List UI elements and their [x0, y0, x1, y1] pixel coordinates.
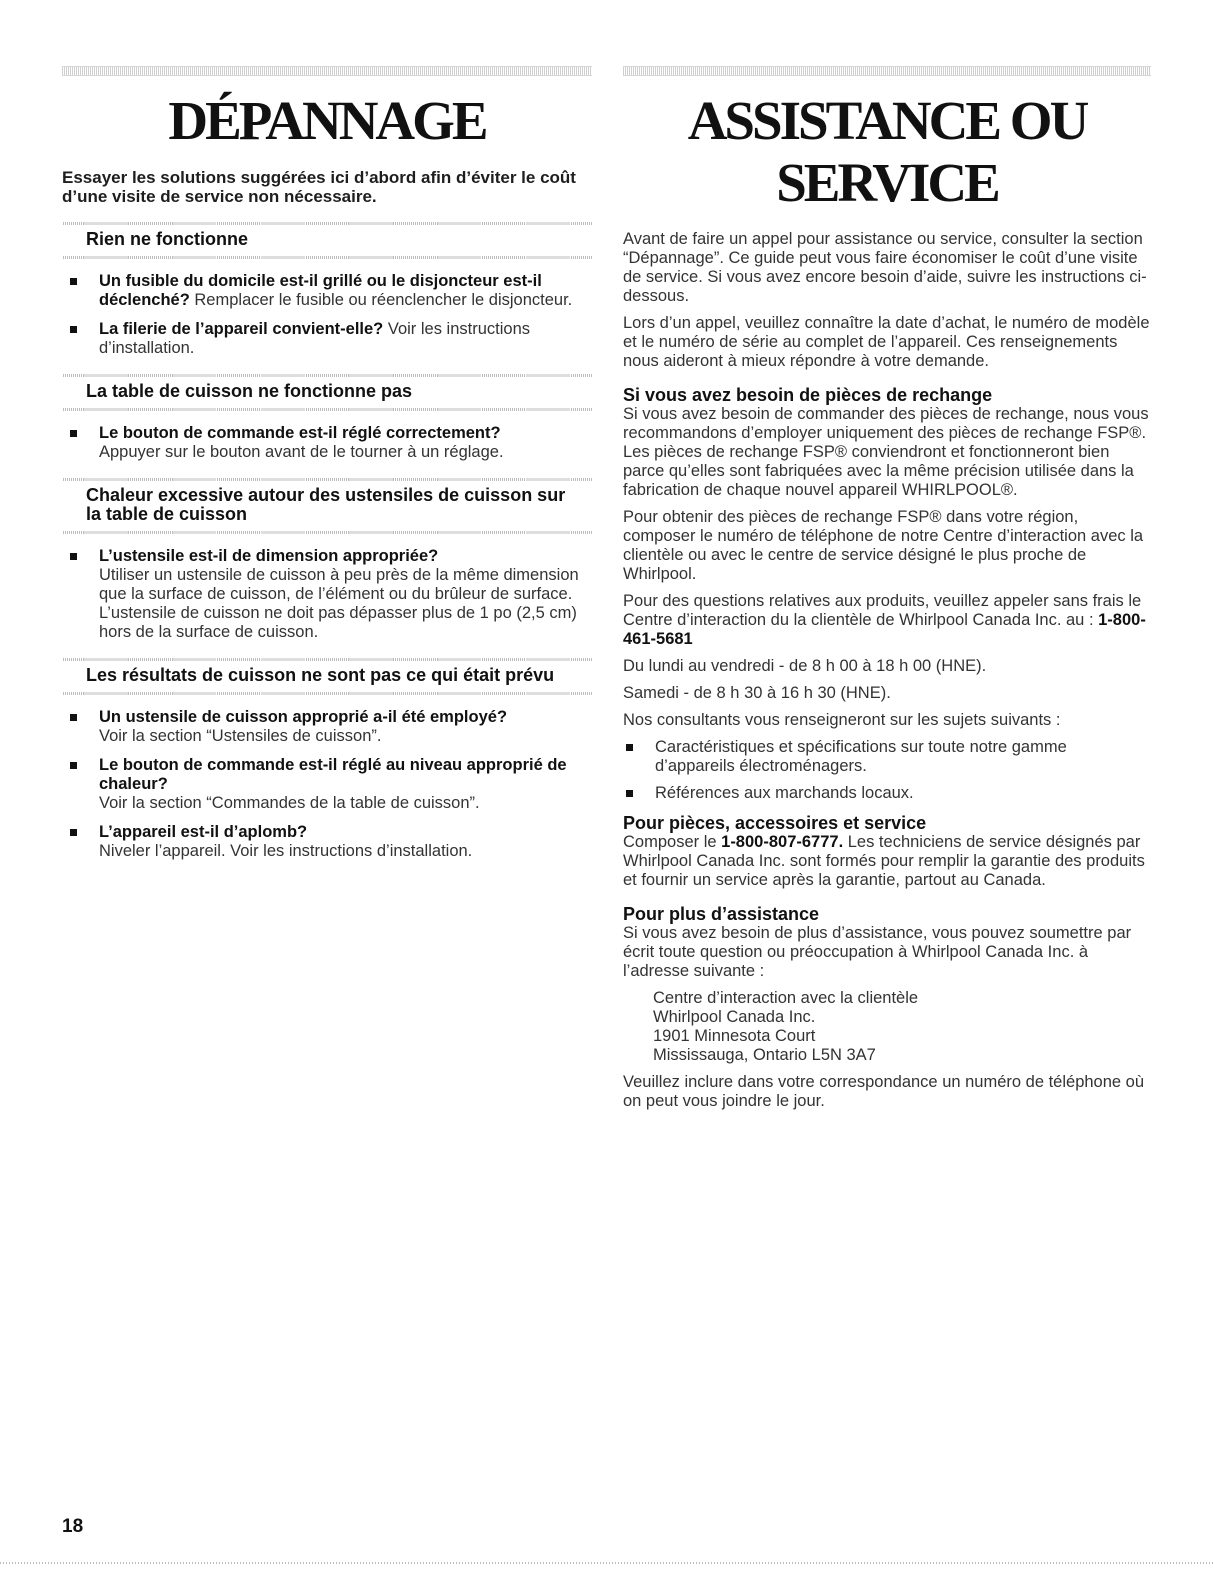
bullet-list: [62, 424, 592, 462]
service-phone: 1-800-807-6777.: [721, 833, 844, 851]
parts-paragraph: Si vous avez besoin de commander des pièces de rechange, nous vous recommandons d’employer uniquement des pièces de rechange FSP®. Les pièces de rechange FSP® conviendront et fonctionneront bien parce qu’elles sont fabriquées avec la même précision utilisée dans la fabrication de chaque nouvel appareil WHIRLPOOL®.: [623, 405, 1149, 499]
section-heading: Chaleur excessive autour des ustensiles de cuisson sur la table de cuisson: [86, 485, 566, 524]
answer: Voir la section “Commandes de la table de cuisson”.: [99, 794, 480, 812]
list-item: Références aux marchands locaux.: [623, 784, 1151, 803]
troubleshooting-column: [62, 66, 592, 877]
correspondence-paragraph: Veuillez inclure dans votre correspondance un numéro de téléphone où on peut vous joindre le jour.: [623, 1073, 1145, 1110]
answer: Appuyer sur le bouton avant de le tourner à un réglage.: [99, 443, 504, 461]
question: Un ustensile de cuisson approprié a-il été employé?: [99, 708, 508, 726]
phone-number: 1-800-461-5681: [623, 611, 1146, 648]
parts-region-paragraph: Pour obtenir des pièces de rechange FSP® dans votre région, composer le numéro de téléphone de notre Centre d’interaction avec la clientèle ou avec le centre de service désigné le plus proche de Whirlpool.: [623, 508, 1144, 583]
service-heading: Pour pièces, accessoires et service: [623, 813, 927, 833]
troubleshooting-intro: Essayer les solutions suggérées ici d’abord afin d’éviter le coût d’une visite de service non nécessaire.: [62, 168, 576, 206]
question: Le bouton de commande est-il réglé correctement?: [99, 424, 501, 442]
list-item: [62, 756, 592, 813]
section-cooktop-not-working: [62, 374, 592, 462]
section-heading: Rien ne fonctionne: [86, 229, 248, 249]
service-paragraph: [623, 833, 1151, 890]
address-line: Centre d’interaction avec la clientèle: [653, 989, 919, 1007]
parts-heading: Si vous avez besoin de pièces de rechange: [623, 385, 993, 405]
question: L’ustensile est-il de dimension appropriée?: [99, 547, 439, 565]
question: Un fusible du domicile est-il grillé ou le disjoncteur est-il déclenché?: [99, 272, 542, 309]
top-rule: [623, 66, 1151, 76]
weekday-hours: Du lundi au vendredi - de 8 h 00 à 18 h 00 (HNE).: [623, 657, 987, 675]
address-line: Mississauga, Ontario L5N 3A7: [653, 1046, 876, 1064]
section-nothing-works: [62, 222, 592, 358]
answer: Utiliser un ustensile de cuisson à peu près de la même dimension que la surface de cuisson, de l’élément ou du brûleur de surface. L’ustensile de cuisson ne doit pas dépasser plus de 1 po (2,5 cm) hors de la surface de cuisson.: [99, 566, 579, 641]
bullet-list: [62, 547, 592, 642]
bottom-rule: [0, 1562, 1213, 1564]
topics-list: [623, 738, 1151, 803]
answer: Remplacer le fusible ou réenclencher le disjoncteur.: [194, 291, 573, 309]
section-cooking-results: [62, 658, 592, 861]
bullet-list: [62, 708, 592, 861]
product-questions-paragraph: [623, 592, 1151, 649]
list-item: [62, 320, 592, 358]
assistance-paragraph: Si vous avez besoin de plus d’assistance, vous pouvez soumettre par écrit toute question ou préoccupation à Whirlpool Canada Inc. à l’adresse suivante :: [623, 924, 1132, 980]
list-item: [62, 708, 592, 746]
list-item: [62, 823, 592, 861]
question: Le bouton de commande est-il réglé au niveau approprié de chaleur?: [99, 756, 567, 793]
mailing-address: [623, 989, 1151, 1065]
question: La filerie de l’appareil convient-elle?: [99, 320, 384, 338]
assistance-heading: Pour plus d’assistance: [623, 904, 820, 924]
troubleshooting-title: DÉPANNAGE: [168, 90, 486, 151]
product-questions-text: Pour des questions relatives aux produits, veuillez appeler sans frais le Centre d’interaction du la clientèle de Whirlpool Canada Inc. au :: [623, 592, 1142, 629]
call-info: Lors d’un appel, veuillez connaître la date d’achat, le numéro de modèle et le numéro de série au complet de l’appareil. Ces renseignements nous aideront à mieux répondre à votre demande.: [623, 314, 1150, 370]
consultants-paragraph: Nos consultants vous renseigneront sur les sujets suivants :: [623, 711, 1061, 729]
list-item: [62, 547, 592, 642]
section-excessive-heat: [62, 478, 592, 642]
service-prefix: Composer le: [623, 833, 717, 851]
answer: Voir les instructions d’installation.: [99, 320, 531, 357]
bullet-list: [62, 272, 592, 358]
question: L’appareil est-il d’aplomb?: [99, 823, 308, 841]
list-item: Caractéristiques et spécifications sur toute notre gamme d’appareils électroménagers.: [623, 738, 1151, 776]
list-item: [62, 272, 592, 310]
section-heading: Les résultats de cuisson ne sont pas ce qui était prévu: [86, 665, 555, 685]
saturday-hours: Samedi - de 8 h 30 à 16 h 30 (HNE).: [623, 684, 891, 702]
top-rule: [62, 66, 592, 76]
assistance-column: [623, 66, 1151, 1119]
answer: Voir la section “Ustensiles de cuisson”.: [99, 727, 382, 745]
service-text: Les techniciens de service désignés par Whirlpool Canada Inc. sont formés pour remplir la garantie des produits et fournir un service après la garantie, partout au Canada.: [623, 833, 1145, 889]
answer: Niveler l’appareil. Voir les instructions d’installation.: [99, 842, 473, 860]
page-number: 18: [62, 1516, 84, 1537]
assistance-title: ASSISTANCE OU SERVICE: [687, 90, 1087, 213]
section-heading: La table de cuisson ne fonctionne pas: [86, 381, 413, 401]
list-item: [62, 424, 592, 462]
address-line: 1901 Minnesota Court: [653, 1027, 816, 1045]
address-line: Whirlpool Canada Inc.: [653, 1008, 816, 1026]
assistance-intro: Avant de faire un appel pour assistance ou service, consulter la section “Dépannage”. Ce guide peut vous faire économiser le coût d’une visite de service. Si vous avez encore besoin d’aide, suivre les instructions ci-dessous.: [623, 230, 1147, 305]
